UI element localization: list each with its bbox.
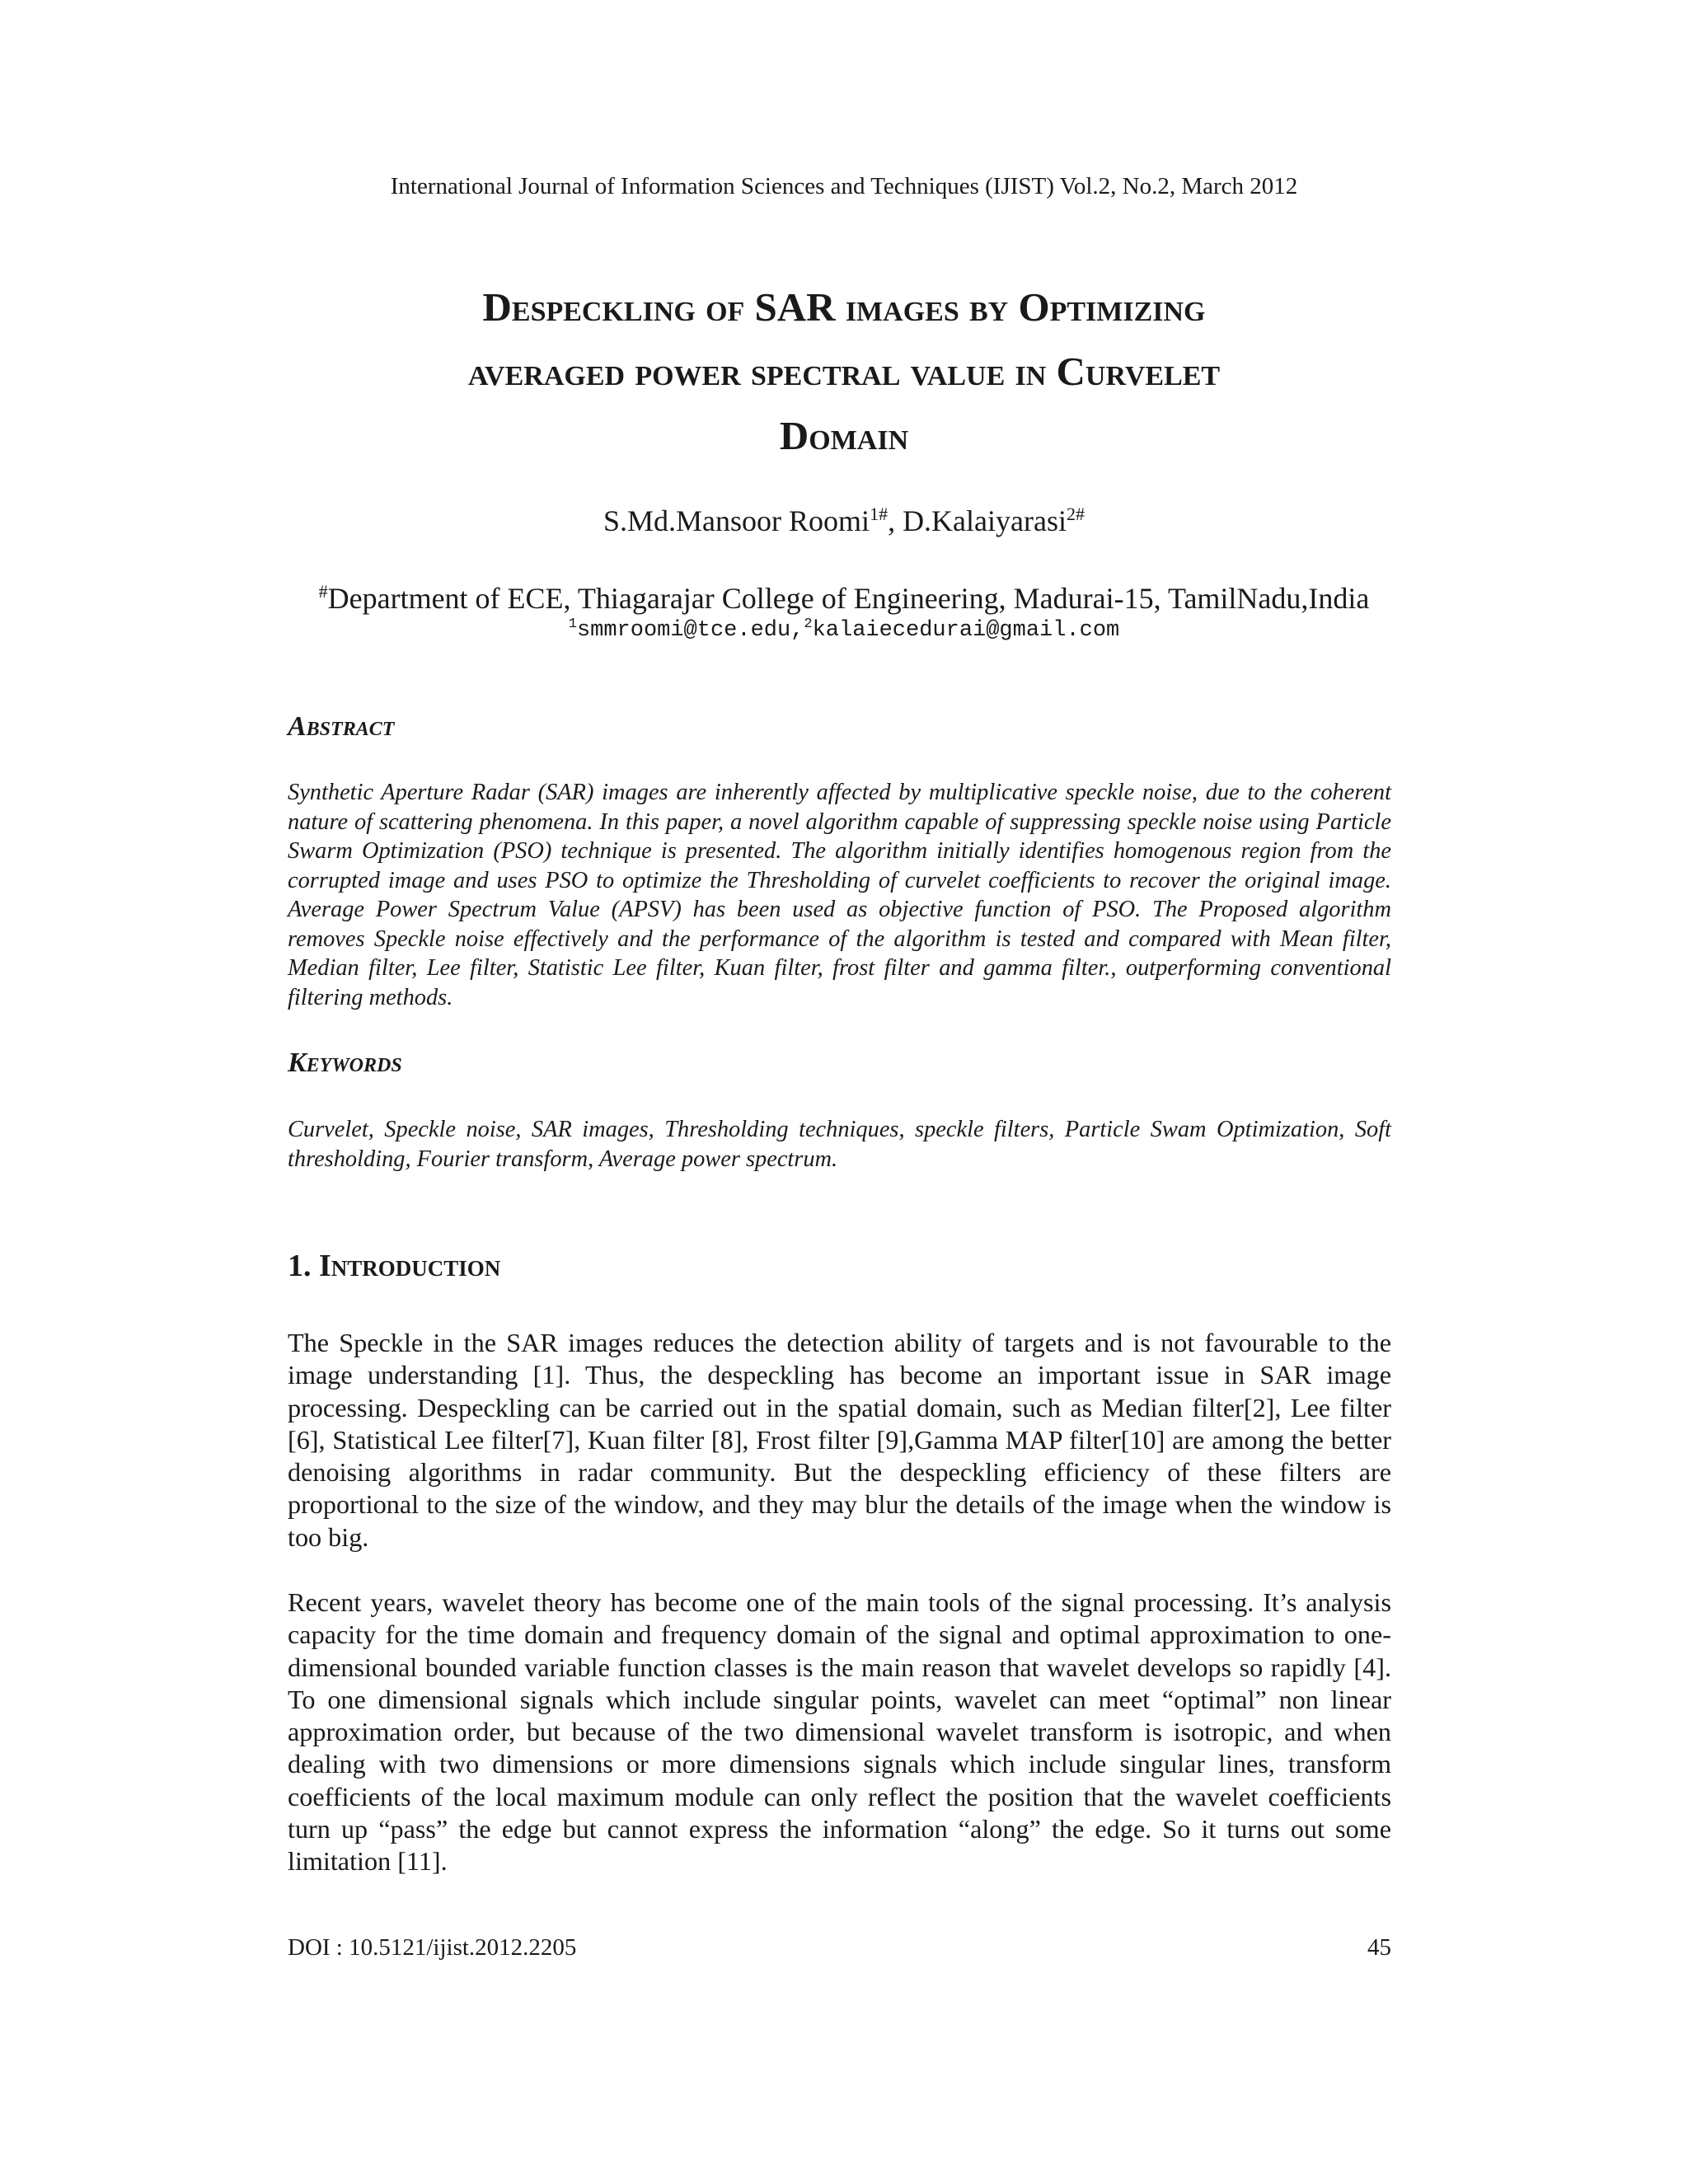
email-mark: 2: [804, 616, 813, 632]
title-line: Domain: [779, 413, 909, 458]
abstract-heading: Abstract: [288, 711, 395, 742]
abstract-text: Synthetic Aperture Radar (SAR) images are inherently affected by multiplicative speckle noise, due to the coherent nature of scattering phenomena. In this paper, a novel algorithm capable of suppressing speckle noise using Particle Swarm Optimization (PSO) technique is presented. The algorithm initially identifies homogenous region from the corrupted image and uses PSO to optimize the Thresholding of curvelet coefficients to recover the original image. Average Power Spectrum Value (APSV) has been used as objective function of PSO. The Proposed algorithm removes Speckle noise effectively and the performance of the algorithm is tested and compared with Mean filter, Median filter, Lee filter, Statistic Lee filter, Kuan filter, frost filter and gamma filter., outperforming conventional filtering methods.: [288, 780, 1391, 1010]
footer-doi: DOI : 10.5121/ijist.2012.2205: [288, 1934, 577, 1961]
author-affiliation-mark: 2#: [1066, 504, 1085, 524]
keywords-text: Curvelet, Speckle noise, SAR images, Thresholding techniques, speckle filters, Particle Swam Optimization, Soft thresholding, Fourier transform, Average power spectrum.: [288, 1117, 1391, 1172]
affiliation: [0, 580, 1688, 616]
author-separator: ,: [888, 504, 903, 537]
body-paragraph: Recent years, wavelet theory has become one of the main tools of the signal processing. It’s analysis capacity for the time domain and frequency domain of the signal and optimal approximation to one-dimensional bounded variable function classes is the main reason that wavelet develops so rapidly [4]. To one dimensional signals which include singular points, wavelet can meet “optimal” non linear approximation order, but because of the two dimensional wavelet transform is isotropic, and when dealing with two dimensions or more dimensions signals which include singular lines, transform coefficients of the local maximum module can only reflect the position that the wavelet coefficients turn up “pass” the edge but cannot express the information “along” the edge. So it turns out some limitation [11].: [288, 1587, 1391, 1877]
title-line: Despeckling of SAR images by Optimizing: [482, 284, 1206, 330]
author-name: D.Kalaiyarasi: [903, 504, 1067, 537]
affiliation-mark: #: [318, 581, 328, 602]
email-address[interactable]: kalaiecedurai@gmail.com: [812, 618, 1120, 643]
page-number: 45: [1367, 1934, 1391, 1961]
introduction-heading: 1. Introduction: [288, 1249, 501, 1283]
author-emails: [0, 616, 1688, 644]
keywords-heading: Keywords: [288, 1047, 402, 1078]
running-header: International Journal of Information Sciences and Techniques (IJIST) Vol.2, No.2, March 2012: [390, 173, 1298, 199]
paper-title: [165, 275, 1523, 468]
body-paragraph: The Speckle in the SAR images reduces the detection ability of targets and is not favourable to the image understanding [1]. Thus, the despeckling has become an important issue in SAR image processing. Despeckling can be carried out in the spatial domain, such as Median filter[2], Lee filter [6], Statistical Lee filter[7], Kuan filter [8], Frost filter [9],Gamma MAP filter[10] are among the better denoising algorithms in radar community. But the despeckling efficiency of these filters are proportional to the size of the window, and they may blur the details of the image when the window is too big.: [288, 1328, 1391, 1552]
email-mark: 1: [568, 616, 577, 632]
author-affiliation-mark: 1#: [870, 504, 889, 524]
author-name: S.Md.Mansoor Roomi: [603, 504, 870, 537]
title-line: averaged power spectral value in Curvelet: [467, 349, 1221, 394]
affiliation-text: Department of ECE, Thiagarajar College of Engineering, Madurai-15, TamilNadu,India: [327, 582, 1370, 615]
author-list: [0, 503, 1688, 539]
email-address[interactable]: smmroomi@tce.edu,: [576, 618, 804, 643]
